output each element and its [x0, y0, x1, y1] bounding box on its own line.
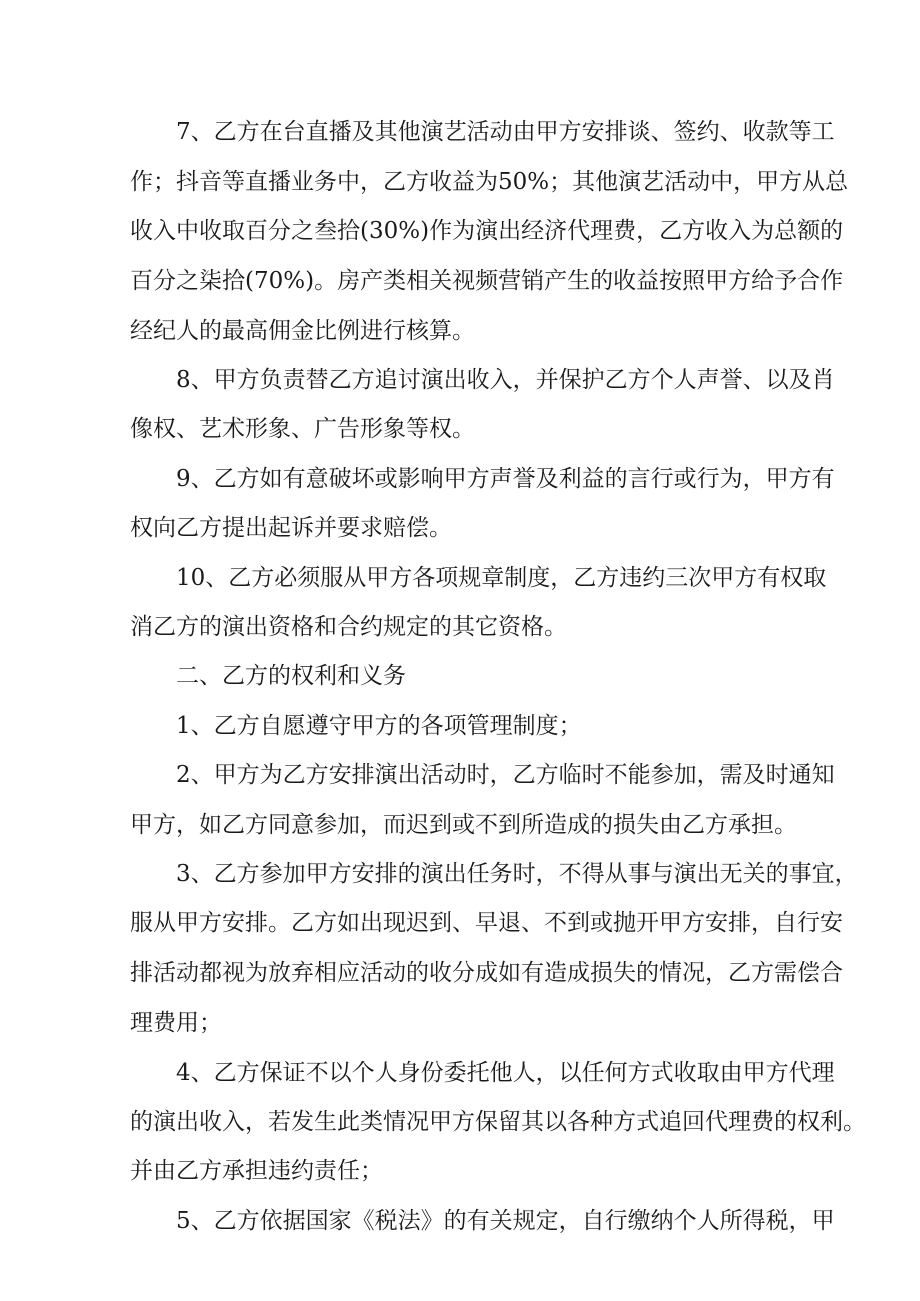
section-2-heading-line-1: 二、乙方的权利和义务 — [176, 663, 406, 689]
clause-b4-line-1: 4、乙方保证不以个人身份委托他人，以任何方式收取由甲方代理 — [176, 1060, 835, 1086]
clause-a8-line-2: 像权、艺术形象、广告形象等权。 — [130, 416, 475, 442]
clause-a10-line-1: 10、乙方必须服从甲方各项规章制度，乙方违约三次甲方有权取 — [176, 565, 827, 591]
clause-b2-line-1: 2、甲方为乙方安排演出活动时，乙方临时不能参加，需及时通知 — [176, 762, 835, 788]
clause-b3-line-3: 排活动都视为放弃相应活动的收分成如有造成损失的情况，乙方需偿合 — [130, 960, 843, 986]
clause-a8-line-1: 8、甲方负责替乙方追讨演出收入，并保护乙方个人声誉、以及肖 — [176, 367, 835, 393]
clause-a7-line-4: 百分之柒拾(70%)。房产类相关视频营销产生的收益按照甲方给予合作 — [130, 268, 844, 294]
clause-a7-line-3: 收入中收取百分之叁拾(30%)作为演出经济代理费，乙方收入为总额的 — [130, 218, 844, 244]
clause-b4-line-2: 的演出收入，若发生此类情况甲方保留其以各种方式追回代理费的权利。 — [130, 1109, 866, 1135]
clause-a7-line-1: 7、乙方在台直播及其他演艺活动由甲方安排谈、签约、收款等工 — [176, 119, 835, 145]
clause-a7-line-5: 经纪人的最高佣金比例进行核算。 — [130, 318, 475, 344]
clause-a10-line-2: 消乙方的演出资格和合约规定的其它资格。 — [130, 614, 567, 640]
clause-b3-line-1: 3、乙方参加甲方安排的演出任务时，不得从事与演出无关的事宜， — [176, 861, 858, 887]
clause-b4-line-3: 并由乙方承担违约责任； — [130, 1158, 383, 1184]
clause-b5-line-1: 5、乙方依据国家《税法》的有关规定，自行缴纳个人所得税，甲 — [176, 1208, 835, 1234]
clause-a9-line-1: 9、乙方如有意破坏或影响甲方声誉及利益的言行或行为，甲方有 — [176, 466, 835, 492]
clause-b3-line-4: 理费用； — [130, 1010, 222, 1036]
clause-b1-line-1: 1、乙方自愿遵守甲方的各项管理制度； — [176, 713, 582, 739]
clause-b3-line-2: 服从甲方安排。乙方如出现迟到、早退、不到或抛开甲方安排，自行安 — [130, 910, 843, 936]
clause-a9-line-2: 权向乙方提出起诉并要求赔偿。 — [130, 515, 452, 541]
clause-a7-line-2: 作；抖音等直播业务中，乙方收益为50%；其他演艺活动中，甲方从总 — [130, 169, 849, 195]
clause-b2-line-2: 甲方，如乙方同意参加，而迟到或不到所造成的损失由乙方承担。 — [130, 812, 797, 838]
